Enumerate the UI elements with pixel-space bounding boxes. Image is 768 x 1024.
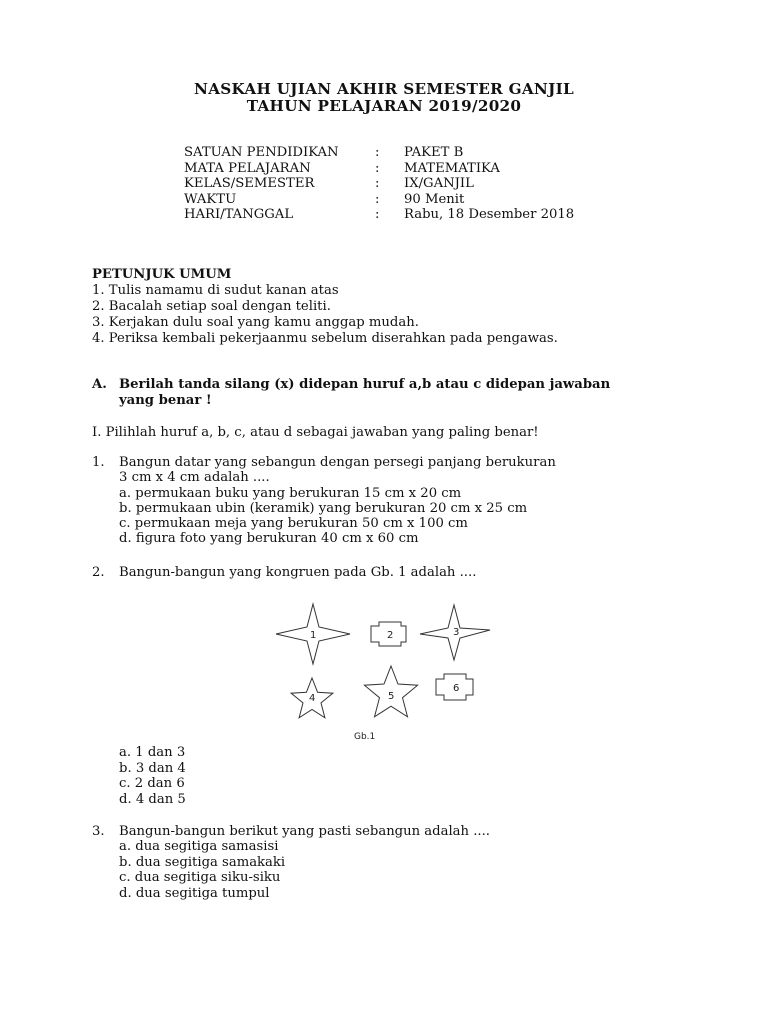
option-d[interactable]: d. dua segitiga tumpul [119, 886, 270, 901]
instruction-item: 3. Kerjakan dulu soal yang kamu anggap mudah. [92, 315, 419, 330]
info-sep: : [375, 161, 380, 176]
exam-year: TAHUN PELAJARAN 2019/2020 [246, 97, 522, 115]
instruction-item: 4. Periksa kembali pekerjaanmu sebelum diserahkan pada pengawas. [92, 331, 558, 346]
figure-gb1-svg [268, 600, 498, 745]
info-sep: : [375, 176, 380, 191]
figure-gb1 [268, 600, 498, 745]
info-label-satuan: SATUAN PENDIDIKAN [184, 145, 339, 160]
question-number: 3. [92, 824, 105, 839]
section-a-marker: A. [92, 377, 107, 392]
option-b[interactable]: b. dua segitiga samakaki [119, 855, 286, 870]
question-text-cont: 3 cm x 4 cm adalah .... [119, 470, 270, 485]
shape-label: 3 [453, 627, 460, 638]
question-number: 1. [92, 455, 105, 470]
shape-label: 4 [309, 693, 316, 704]
instructions-heading: PETUNJUK UMUM [92, 267, 232, 282]
shape-4-five-point-star [291, 678, 333, 718]
option-d[interactable]: d. 4 dan 5 [119, 792, 186, 807]
question-number: 2. [92, 565, 105, 580]
option-b[interactable]: b. 3 dan 4 [119, 761, 186, 776]
shape-3-four-point-star [420, 605, 490, 660]
info-label-kelas: KELAS/SEMESTER [184, 176, 315, 191]
info-sep: : [375, 145, 380, 160]
shape-5-five-point-star [364, 666, 417, 717]
info-value-mapel: MATEMATIKA [404, 161, 500, 176]
option-b[interactable]: b. permukaan ubin (keramik) yang berukuran 20 cm x 25 cm [119, 501, 528, 516]
shape-1-four-point-star [276, 604, 350, 664]
shape-label: 5 [388, 691, 395, 702]
shape-label: 1 [310, 630, 317, 641]
shape-2-plus [371, 622, 406, 646]
section-i-instruction: I. Pilihlah huruf a, b, c, atau d sebagai jawaban yang paling benar! [92, 425, 539, 440]
info-value-tanggal: Rabu, 18 Desember 2018 [404, 207, 575, 222]
exam-title: NASKAH UJIAN AKHIR SEMESTER GANJIL [194, 80, 574, 98]
info-value-satuan: PAKET B [404, 145, 464, 160]
option-c[interactable]: c. dua segitiga siku-siku [119, 870, 281, 885]
shape-6-plus [436, 674, 473, 700]
figure-caption: Gb.1 [354, 732, 376, 742]
option-c[interactable]: c. permukaan meja yang berukuran 50 cm x 100 cm [119, 516, 468, 531]
info-sep: : [375, 192, 380, 207]
option-a[interactable]: a. 1 dan 3 [119, 745, 186, 760]
info-value-waktu: 90 Menit [404, 192, 465, 207]
shape-label: 2 [387, 630, 394, 641]
option-d[interactable]: d. figura foto yang berukuran 40 cm x 60 cm [119, 531, 419, 546]
question-text: Bangun-bangun berikut yang pasti sebangun adalah .... [119, 824, 491, 839]
instruction-item: 1. Tulis namamu di sudut kanan atas [92, 283, 339, 298]
option-c[interactable]: c. 2 dan 6 [119, 776, 185, 791]
section-a-instruction-cont: yang benar ! [119, 393, 212, 408]
instruction-item: 2. Bacalah setiap soal dengan teliti. [92, 299, 331, 314]
option-a[interactable]: a. permukaan buku yang berukuran 15 cm x 20 cm [119, 486, 462, 501]
info-label-tanggal: HARI/TANGGAL [184, 207, 294, 222]
shape-label: 6 [453, 683, 460, 694]
info-value-kelas: IX/GANJIL [404, 176, 474, 191]
info-sep: : [375, 207, 380, 222]
question-text: Bangun-bangun yang kongruen pada Gb. 1 adalah .... [119, 565, 477, 580]
info-label-mapel: MATA PELAJARAN [184, 161, 311, 176]
section-a-instruction: Berilah tanda silang (x) didepan huruf a,b atau c didepan jawaban [119, 377, 611, 392]
option-a[interactable]: a. dua segitiga samasisi [119, 839, 279, 854]
info-label-waktu: WAKTU [184, 192, 237, 207]
question-text: Bangun datar yang sebangun dengan persegi panjang berukuran [119, 455, 556, 470]
